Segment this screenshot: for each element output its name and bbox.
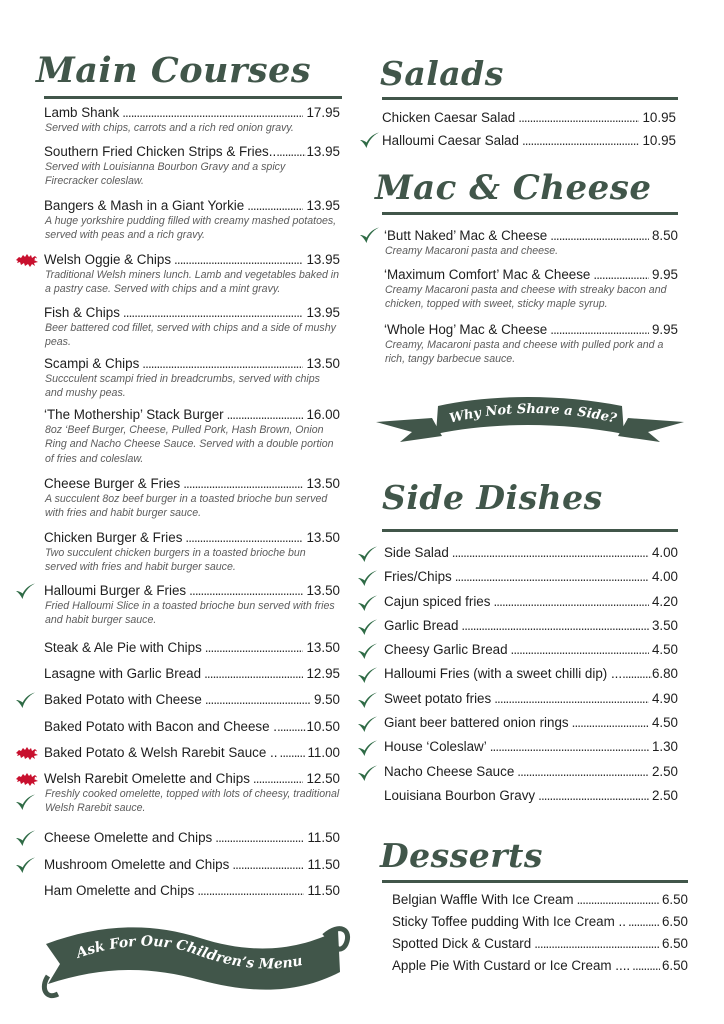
leaf-check-icon xyxy=(356,715,378,733)
mac-cheese-title: Mac & Cheese xyxy=(375,168,652,208)
menu-item: Cheese Omelette and Chips . . . 11.50 xyxy=(44,829,340,846)
item-description: 8oz ‘Beef Burger, Cheese, Pulled Pork, Hash Brown, Onion Ring and Nacho Cheese Sauce. Served with a double portion of fries and coleslaw. xyxy=(45,424,334,465)
side-item: Halloumi Fries (with a sweet chilli dip) ... . . . 6.80 xyxy=(384,665,678,682)
price: 4.50 xyxy=(651,642,678,657)
price: 3.50 xyxy=(651,618,678,633)
menu-item: Cheese Burger & Fries . . . 13.50 A succulent 8oz beef burger in a toasted brioche bun served with fries and habit burger sauce. xyxy=(44,475,340,521)
leaf-check-icon xyxy=(356,569,378,587)
childrens-menu-text: Ask For Our Children’s Menu xyxy=(74,933,304,973)
leaf-check-icon xyxy=(14,691,36,709)
welsh-dragon-icon xyxy=(15,251,39,268)
side-item: Louisiana Bourbon Gravy . . . 2.50 xyxy=(384,787,678,804)
side-item: Cheesy Garlic Bread . . . 4.50 xyxy=(384,641,678,658)
price: 10.95 xyxy=(642,133,676,148)
salads-rule xyxy=(382,97,678,100)
item-description: A huge yorkshire pudding filled with creamy mashed potatoes, served with peas and a rich gravy. xyxy=(45,215,337,242)
price: 13.95 xyxy=(306,144,340,159)
side-item: Fries/Chips . . . 4.00 xyxy=(384,568,678,585)
price: 4.00 xyxy=(651,545,678,560)
price: 9.50 xyxy=(313,692,340,707)
leaf-check-icon xyxy=(358,226,380,244)
menu-item: Mushroom Omelette and Chips . . . 11.50 xyxy=(44,856,340,873)
price: 4.50 xyxy=(651,715,678,730)
side-dishes-rule xyxy=(382,529,678,532)
salads-title: Salads xyxy=(380,54,504,93)
main-courses-title: Main Courses xyxy=(36,50,312,91)
item-description: Creamy Macaroni pasta and cheese with streaky bacon and chicken, topped with sweet, sticky maple syrup. xyxy=(385,284,667,311)
side-item: Side Salad . . . 4.00 xyxy=(384,544,678,561)
price: 4.90 xyxy=(651,691,678,706)
side-item: Sweet potato fries . . . 4.90 xyxy=(384,690,678,707)
item-description: Two succulent chicken burgers in a toasted brioche bun served with fries and habit burger sauce. xyxy=(45,547,306,574)
item-description: Succculent scampi fried in breadcrumbs, served with chips and mushy peas. xyxy=(45,373,320,400)
menu-item: Welsh Rarebit Omelette and Chips . . . 12.50 Freshly cooked omelette, topped with lots of cheesy, traditional Welsh Rarebit sauce. xyxy=(44,770,340,816)
welsh-dragon-icon xyxy=(15,770,39,787)
price: 12.50 xyxy=(306,771,340,786)
price: 6.80 xyxy=(651,666,678,681)
price: 4.00 xyxy=(651,569,678,584)
price: 12.95 xyxy=(306,666,340,681)
price: 1.30 xyxy=(651,739,678,754)
item-description: Creamy, Macaroni pasta and cheese with pulled pork and a rich, tangy barbecue sauce. xyxy=(385,339,664,366)
menu-item: Halloumi Burger & Fries . . . 13.50 Fried Halloumi Slice in a toasted brioche bun served with fries and habit burger sauce. xyxy=(44,582,340,628)
price: 4.20 xyxy=(651,594,678,609)
menu-item: ‘Butt Naked’ Mac & Cheese . . . 8.50 Creamy Macaroni pasta and cheese. xyxy=(384,227,678,258)
menu-item: ‘The Mothership’ Stack Burger . . . 16.00 8oz ‘Beef Burger, Cheese, Pulled Pork, Hash Brown, Onion Ring and Nacho Cheese Sauce. Served with a double portion of fries and coleslaw. xyxy=(44,406,340,466)
leaf-check-icon xyxy=(356,618,378,636)
price: 6.50 xyxy=(661,936,688,951)
item-description: Traditional Welsh miners lunch. Lamb and vegetables baked in a pastry case. Served with chips and a mint gravy. xyxy=(45,269,340,296)
price: 13.50 xyxy=(306,476,340,491)
price: 6.50 xyxy=(661,914,688,929)
menu-item: Baked Potato with Bacon and Cheese . . . . 10.50 xyxy=(44,718,340,735)
item-description: Served with Louisianna Bourbon Gravy and a spicy Firecracker coleslaw. xyxy=(45,161,286,188)
price: 2.50 xyxy=(651,764,678,779)
leaf-check-icon xyxy=(356,666,378,684)
leaf-check-icon xyxy=(358,131,380,149)
side-item: House ‘Coleslaw’ . . . 1.30 xyxy=(384,738,678,755)
price: 11.50 xyxy=(307,830,340,845)
desserts-title: Desserts xyxy=(380,836,543,875)
price: 17.95 xyxy=(306,105,340,120)
price: 16.00 xyxy=(306,407,340,422)
price: 13.95 xyxy=(306,252,340,267)
price: 6.50 xyxy=(661,958,688,973)
price: 13.50 xyxy=(306,583,340,598)
item-description: Served with chips, carrots and a rich red onion gravy. xyxy=(45,122,294,134)
leaf-check-icon xyxy=(356,691,378,709)
menu-item: ‘Whole Hog’ Mac & Cheese . . . 9.95 Creamy, Macaroni pasta and cheese with pulled pork and a rich, tangy barbecue sauce. xyxy=(384,321,678,367)
menu-item: Baked Potato with Cheese . . . 9.50 xyxy=(44,691,340,708)
price: 10.50 xyxy=(306,719,340,734)
menu-item: Lasagne with Garlic Bread . . . 12.95 xyxy=(44,665,340,682)
share-side-text: Why Not Share a Side? xyxy=(447,401,619,427)
salad-item: Chicken Caesar Salad . . . 10.95 xyxy=(382,109,676,126)
dessert-item: Sticky Toffee pudding With Ice Cream .. . . . 6.50 xyxy=(392,913,688,930)
leaf-check-icon xyxy=(356,739,378,757)
price: 9.95 xyxy=(651,322,678,337)
leaf-check-icon xyxy=(14,856,36,874)
leaf-check-icon xyxy=(356,594,378,612)
price: 13.95 xyxy=(306,198,340,213)
side-item: Giant beer battered onion rings . . . 4.50 xyxy=(384,714,678,731)
dessert-item: Spotted Dick & Custard . . . 6.50 xyxy=(392,935,688,952)
side-item: Cajun spiced fries . . . 4.20 xyxy=(384,593,678,610)
price: 13.95 xyxy=(306,305,340,320)
price: 13.50 xyxy=(306,356,340,371)
price: 11.50 xyxy=(307,883,340,898)
item-description: A succulent 8oz beef burger in a toasted brioche bun served with fries and habit burger sauce. xyxy=(45,493,328,520)
price: 8.50 xyxy=(651,228,678,243)
childrens-menu-banner xyxy=(40,914,352,1002)
leaf-check-icon xyxy=(14,582,36,600)
price: 10.95 xyxy=(642,110,676,125)
menu-item: Ham Omelette and Chips . . . 11.50 xyxy=(44,882,340,899)
dessert-item: Belgian Waffle With Ice Cream . . . 6.50 xyxy=(392,891,688,908)
price: 11.50 xyxy=(307,857,340,872)
dessert-item: Apple Pie With Custard or Ice Cream .... . . . 6.50 xyxy=(392,957,688,974)
menu-item: Fish & Chips . . . 13.95 Beer battered cod fillet, served with chips and a side of mushy peas. xyxy=(44,304,340,350)
menu-item: Chicken Burger & Fries . . . 13.50 Two succulent chicken burgers in a toasted brioche bun served with fries and habit burger sauce. xyxy=(44,529,340,575)
salad-item: Halloumi Caesar Salad . . . 10.95 xyxy=(382,132,676,149)
side-item: Garlic Bread . . . 3.50 xyxy=(384,617,678,634)
leaf-check-icon xyxy=(14,829,36,847)
mac-cheese-rule xyxy=(382,212,678,215)
menu-item: Baked Potato & Welsh Rarebit Sauce .. . . . 11.00 xyxy=(44,744,340,761)
leaf-check-icon xyxy=(356,764,378,782)
side-dishes-title: Side Dishes xyxy=(382,478,603,517)
menu-item: Welsh Oggie & Chips . . . 13.95 Traditional Welsh miners lunch. Lamb and vegetables baked in a pastry case. Served with chips and a mint gravy. xyxy=(44,251,340,297)
desserts-rule xyxy=(382,880,688,883)
price: 2.50 xyxy=(651,788,678,803)
leaf-check-icon xyxy=(14,793,36,811)
item-description: Creamy Macaroni pasta and cheese. xyxy=(385,245,559,257)
item-description: Freshly cooked omelette, topped with lots of cheesy, traditional Welsh Rarebit sauce. xyxy=(45,788,340,815)
menu-item: Scampi & Chips . . . 13.50 Succculent scampi fried in breadcrumbs, served with chips and mushy peas. xyxy=(44,355,340,401)
leaf-check-icon xyxy=(356,642,378,660)
share-side-banner xyxy=(372,392,688,456)
welsh-dragon-icon xyxy=(15,744,39,761)
price: 13.50 xyxy=(306,530,340,545)
price: 13.50 xyxy=(306,640,340,655)
price: 9.95 xyxy=(651,267,678,282)
item-description: Beer battered cod fillet, served with chips and a side of mushy peas. xyxy=(45,322,336,349)
menu-item: Steak & Ale Pie with Chips . . . 13.50 xyxy=(44,639,340,656)
leaf-check-icon xyxy=(356,545,378,563)
menu-item: Bangers & Mash in a Giant Yorkie . . . 13.95 A huge yorkshire pudding filled with creamy mashed potatoes, served with peas and a rich gravy. xyxy=(44,197,340,243)
item-description: Fried Halloumi Slice in a toasted brioche bun served with fries and habit burger sauce. xyxy=(45,600,335,627)
side-item: Nacho Cheese Sauce . . . 2.50 xyxy=(384,763,678,780)
price: 6.50 xyxy=(661,892,688,907)
menu-item: Lamb Shank . . . 17.95 Served with chips, carrots and a rich red onion gravy. xyxy=(44,104,340,135)
menu-item: Southern Fried Chicken Strips & Fries.. . . . 13.95 Served with Louisianna Bourbon Gravy and a spicy Firecracker coleslaw. xyxy=(44,143,340,189)
main-courses-rule xyxy=(44,96,342,99)
price: 11.00 xyxy=(307,745,340,760)
menu-item: ‘Maximum Comfort’ Mac & Cheese . . . 9.95 Creamy Macaroni pasta and cheese with streaky bacon and chicken, topped with sweet, sticky maple syrup. xyxy=(384,266,678,312)
